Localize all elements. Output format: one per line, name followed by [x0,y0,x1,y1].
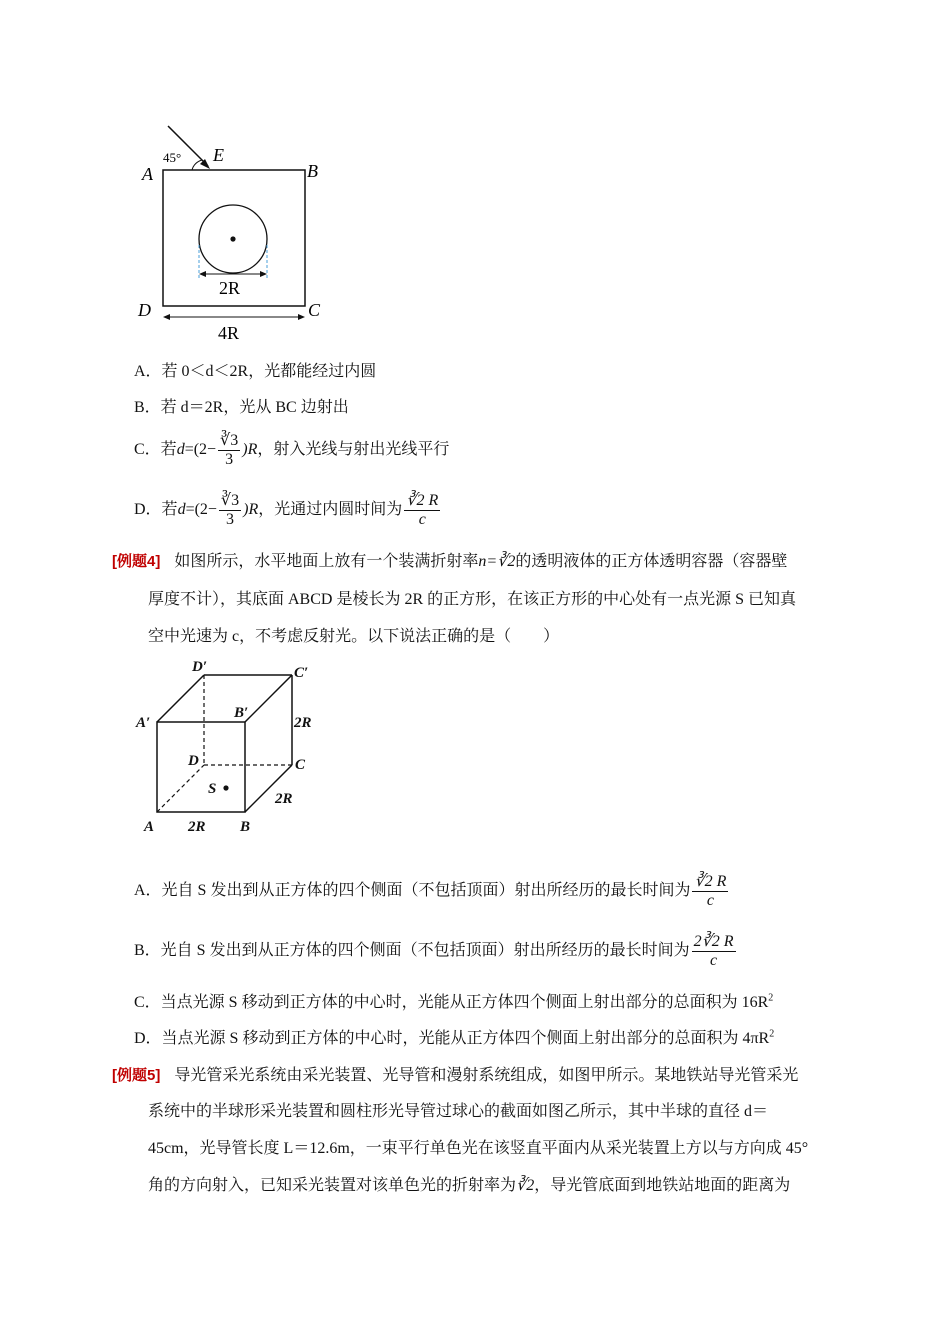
q4-option-c [134,993,773,1013]
q3-d-time-num: ∛2 R [406,492,439,509]
cube-top-right-edge [245,675,292,722]
q3-option-b: B．若 d＝2R，光从 BC 边射出 [134,399,349,416]
label-D: D [138,300,151,320]
q3-c-num: ∛3 [220,432,239,449]
label-B: B [307,161,318,181]
q3-option-a: A．若 0＜d＜2R，光都能经过内圆 [134,363,377,380]
example4-line2: 厚度不计），其底面 ABCD 是棱长为 2R 的正方形，在该正方形的中心处有一点光源 S 已知真 [148,591,797,608]
q4-b-den: c [710,952,718,969]
q3-d-suffix: ，光通过内圆时间为 [258,501,403,519]
label-2R-vertical: 2R [294,715,312,731]
label-angle: 45° [163,150,182,165]
q4-c-sup: 2 [768,992,774,1004]
q4-b-text: B．光自 S 发出到从正方体的四个侧面（不包括顶面）射出所经历的最长时间为 [134,942,690,960]
q3-c-eq: =(2− [184,441,217,459]
q3-c-fraction [218,432,240,469]
label-B: B [240,819,251,835]
q4-b-fraction [692,933,736,970]
label-C: C [308,300,321,320]
q4-a-den: c [706,892,714,909]
inner-dim-arrow-l [199,271,206,277]
q3-d-fraction [219,492,241,529]
example5-n: ∛2 [516,1177,535,1194]
q3-c-tail: )R [242,441,258,459]
figure-cube [130,655,330,840]
example5-text-1: 导光管采光系统由采光装置、光导管和漫射系统组成，如图甲所示。某地铁站导光管采光 [174,1067,799,1084]
inner-dim-arrow-r [260,271,267,277]
q3-d-d: d [177,501,186,519]
example4-label: [例题4] [112,553,161,570]
example5-label: [例题5] [112,1067,161,1084]
q3-d-eq: =(2− [185,501,217,519]
label-2R: 2R [219,278,241,298]
example4-text-b: 的透明液体的正方体透明容器（容器壁 [515,553,788,570]
q3-option-d [134,492,442,529]
example5-line3: 45cm，光导管长度 L＝12.6m，一束平行单色光在该竖直平面内从采光装置上方以与方向成 45° [148,1140,809,1157]
light-source-dot [223,785,228,790]
q3-c-den: 3 [225,451,234,468]
example5-line2: 系统中的半球形采光装置和圆柱形光导管过球心的截面如图乙所示，其中半球的直径 d＝ [148,1103,769,1120]
label-Bp: B′ [234,705,249,721]
cube-hidden-left [157,765,204,812]
label-A: A [144,819,155,835]
q4-b-num: 2∛2 R [693,933,734,950]
q3-option-c [134,432,449,469]
q4-d-text: D．当点光源 S 移动到正方体的中心时，光能从正方体四个侧面上射出部分的总面积为 4πR [134,1030,770,1047]
circle-center [230,236,235,241]
q3-c-prefix: C．若 [134,441,177,459]
label-C: C [295,757,306,773]
q4-option-b [134,933,738,970]
q4-a-fraction [692,873,728,910]
cube-top-left-edge [157,675,204,722]
q3-d-time-fraction [404,492,440,529]
example5-text-4a: 角的方向射入，已知采光装置对该单色光的折射率为 [148,1177,517,1194]
label-D: D [188,753,199,769]
q4-option-d [134,1029,774,1049]
label-S: S [208,781,217,797]
q3-d-num: ∛3 [220,492,240,509]
label-E: E [213,145,224,165]
example4-text-a: 如图所示，水平地面上放有一个装满折射率 [174,553,479,570]
example4-line3: 空中光速为 c，不考虑反射光。以下说法正确的是（ ） [148,628,560,645]
q4-option-a [134,873,730,910]
label-2R-bottom: 2R [188,819,206,835]
label-A: A [142,164,153,184]
q3-c-suffix: ，射入光线与射出光线平行 [257,441,450,459]
outer-dim-arrow-r [298,314,305,320]
q3-d-time-den: c [418,511,426,528]
q3-d-prefix: D．若 [134,501,178,519]
example4-n: n=∛2 [478,553,516,570]
label-Ap: A′ [136,715,151,731]
cube-front-face [157,722,245,812]
example4-line1 [112,552,787,572]
q4-a-text: A．光自 S 发出到从正方体的四个侧面（不包括顶面）射出所经历的最长时间为 [134,882,691,900]
q3-d-den: 3 [226,511,235,528]
q3-c-d: d [176,441,185,459]
outer-dim-arrow-l [163,314,170,320]
angle-arc [192,160,202,170]
example5-text-4b: ，导光管底面到地铁站地面的距离为 [534,1177,791,1194]
example5-line1 [112,1066,798,1086]
label-4R: 4R [218,323,240,343]
q4-a-num: ∛2 R [694,873,727,890]
q4-c-text: C．当点光源 S 移动到正方体的中心时，光能从正方体四个侧面上射出部分的总面积为 16R [134,994,769,1011]
figure-square-circle [130,120,340,345]
example5-line4 [148,1176,790,1196]
q4-d-sup: 2 [769,1028,775,1040]
label-Dp: D′ [192,659,208,675]
label-Cp: C′ [294,665,309,681]
label-2R-depth: 2R [275,791,293,807]
q3-d-tail: )R [243,501,259,519]
